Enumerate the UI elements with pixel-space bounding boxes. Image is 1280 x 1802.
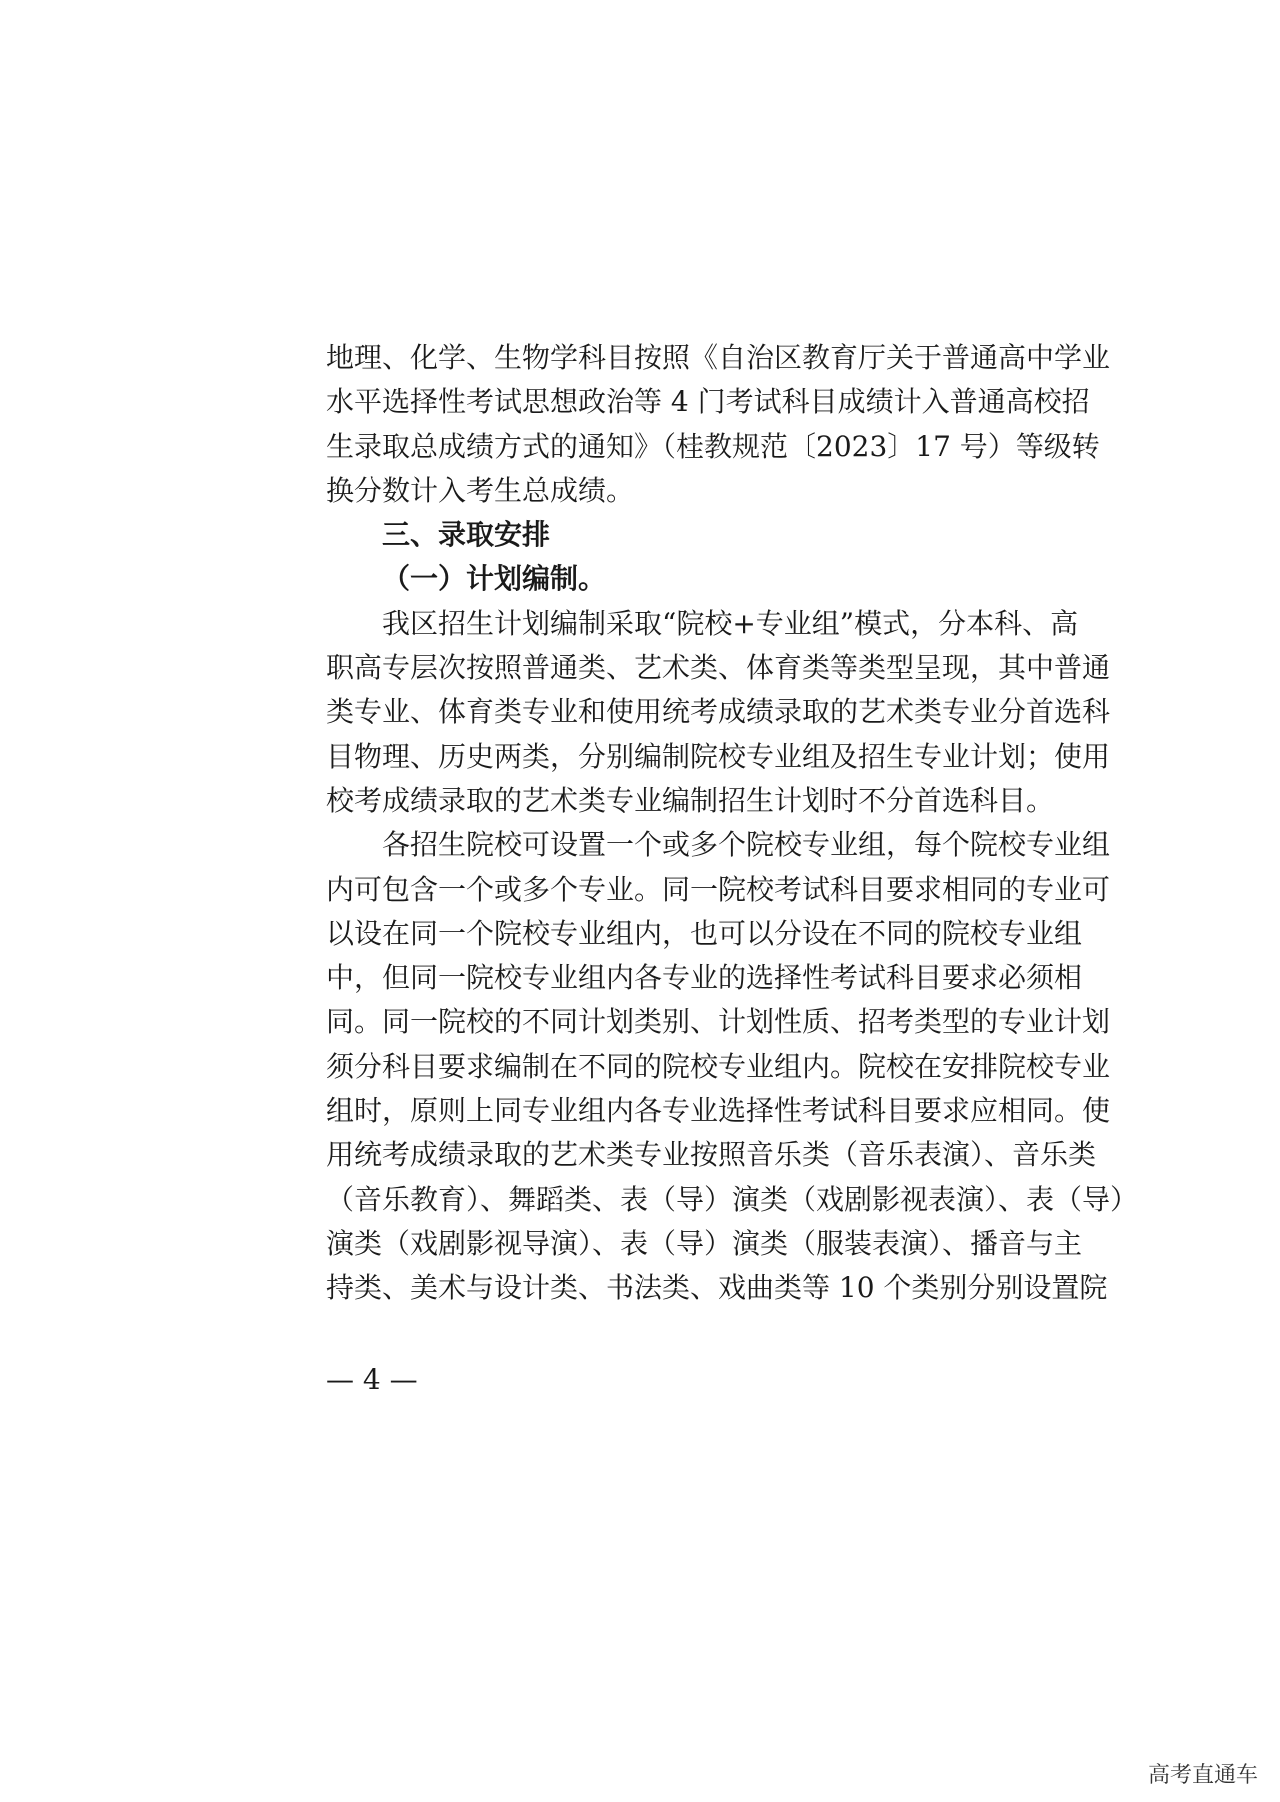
text-line: 各招生院校可设置一个或多个院校专业组，每个院校专业组 (382, 828, 1111, 862)
paragraph-2 (326, 602, 1111, 823)
text-line: 用统考成绩录取的艺术类专业按照音乐类（音乐表演）、音乐类 (326, 1138, 1097, 1172)
watermark: 高考直通车 (1147, 1763, 1258, 1788)
paragraph-3 (326, 823, 1139, 1310)
text-line: 生录取总成绩方式的通知》（桂教规范〔2023〕17 号）等级转 (326, 429, 1100, 463)
text-line: 校考成绩录取的艺术类专业编制招生计划时不分首选科目。 (326, 783, 1055, 817)
text-line: 演类（戏剧影视导演）、表（导）演类（服装表演）、播音与主 (326, 1226, 1083, 1260)
document-body (326, 336, 1139, 1311)
text-line: 持类、美术与设计类、书法类、戏曲类等 10 个类别分别设置院 (326, 1271, 1108, 1305)
text-line: 类专业、体育类专业和使用统考成绩录取的艺术类专业分首选科 (326, 695, 1111, 729)
paragraph-1 (326, 336, 1111, 513)
text-line: 以设在同一个院校专业组内，也可以分设在不同的院校专业组 (326, 916, 1083, 950)
section-heading: 三、录取安排 (382, 518, 551, 552)
text-line: 中，但同一院校专业组内各专业的选择性考试科目要求必须相 (326, 961, 1083, 995)
text-line: 水平选择性考试思想政治等 4 门考试科目成绩计入普通高校招 (326, 385, 1090, 419)
text-line: 地理、化学、生物学科目按照《自治区教育厅关于普通高中学业 (326, 341, 1111, 374)
text-line: 须分科目要求编制在不同的院校专业组内。院校在安排院校专业 (326, 1049, 1111, 1083)
text-line: 组时，原则上同专业组内各专业选择性考试科目要求应相同。使 (326, 1094, 1111, 1128)
text-line: 换分数计入考生总成绩。 (326, 473, 635, 507)
text-line: （音乐教育）、舞蹈类、表（导）演类（戏剧影视表演）、表（导） (326, 1182, 1139, 1216)
text-line: 我区招生计划编制采取“院校+专业组”模式，分本科、高 (382, 606, 1079, 640)
text-line: 目物理、历史两类，分别编制院校专业组及招生专业计划；使用 (326, 739, 1111, 773)
page-number: — 4 — (326, 1363, 418, 1396)
text-line: 内可包含一个或多个专业。同一院校考试科目要求相同的专业可 (326, 872, 1111, 906)
subsection-heading: （一）计划编制。 (382, 562, 607, 596)
text-line: 同。同一院校的不同计划类别、计划性质、招考类型的专业计划 (326, 1005, 1111, 1039)
text-line: 职高专层次按照普通类、艺术类、体育类等类型呈现，其中普通 (326, 651, 1111, 685)
